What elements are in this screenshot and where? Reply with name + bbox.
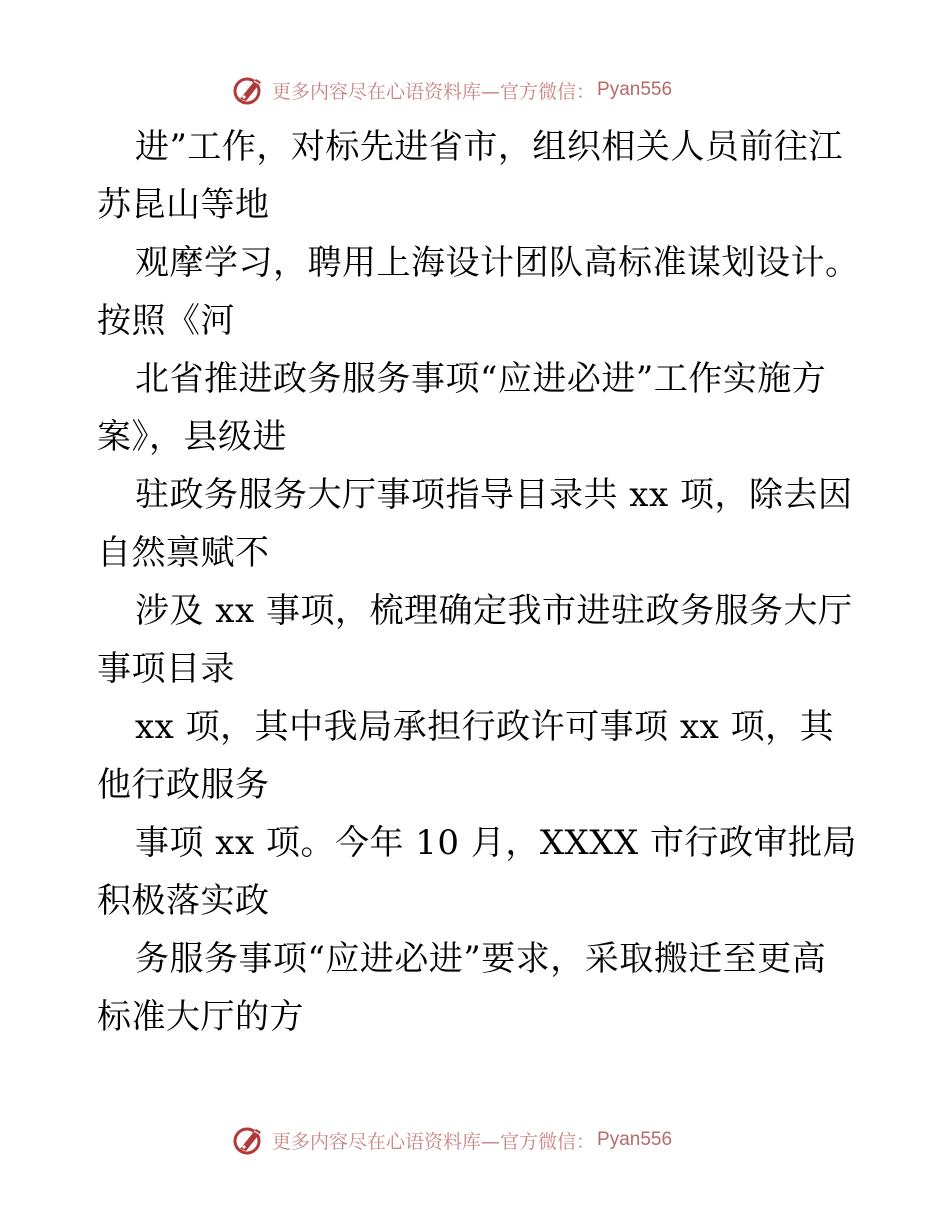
paragraph-line: 观摩学习，聘用上海设计团队高标准谋划设计。 — [135, 243, 860, 283]
watermark-text: 更多内容尽在心语资料库—官方微信： — [272, 80, 596, 103]
paragraph-line: 积极落实政 — [97, 881, 270, 921]
watermark-account: Pyan556 — [597, 1129, 673, 1150]
paragraph-line: 他行政服务 — [97, 765, 270, 805]
paragraph-line: 进”工作，对标先进省市，组织相关人员前往江 — [135, 127, 843, 167]
paragraph-line: 事项 xx 项。今年 10 月，XXXX 市行政审批局 — [135, 823, 857, 863]
watermark-account: Pyan556 — [597, 79, 673, 100]
paragraph-line: 事项目录 — [97, 649, 235, 689]
paragraph-line: 苏昆山等地 — [97, 185, 270, 225]
paragraph-line: xx 项，其中我局承担行政许可事项 xx 项，其 — [135, 707, 835, 747]
footer-watermark — [232, 1120, 792, 1160]
header-watermark — [232, 70, 792, 110]
document-body — [97, 118, 860, 1046]
paragraph-line: 标准大厅的方 — [97, 997, 304, 1037]
watermark-text: 更多内容尽在心语资料库—官方微信： — [272, 1130, 596, 1153]
paragraph-line: 涉及 xx 事项，梳理确定我市进驻政务服务大厅 — [135, 591, 853, 631]
paragraph-line: 按照《河 — [97, 301, 235, 341]
paragraph-line: 自然禀赋不 — [97, 533, 270, 573]
paragraph-line: 北省推进政务服务事项“应进必进”工作实施方 — [135, 359, 827, 399]
pen-nib-circle-icon — [232, 1123, 266, 1157]
paragraph-line: 案》，县级进 — [97, 417, 287, 457]
paragraph-line: 务服务事项“应进必进”要求，采取搬迁至更高 — [135, 939, 827, 979]
pen-nib-circle-icon — [232, 73, 266, 107]
paragraph-line: 驻政务服务大厅事项指导目录共 xx 项，除去因 — [135, 475, 853, 515]
